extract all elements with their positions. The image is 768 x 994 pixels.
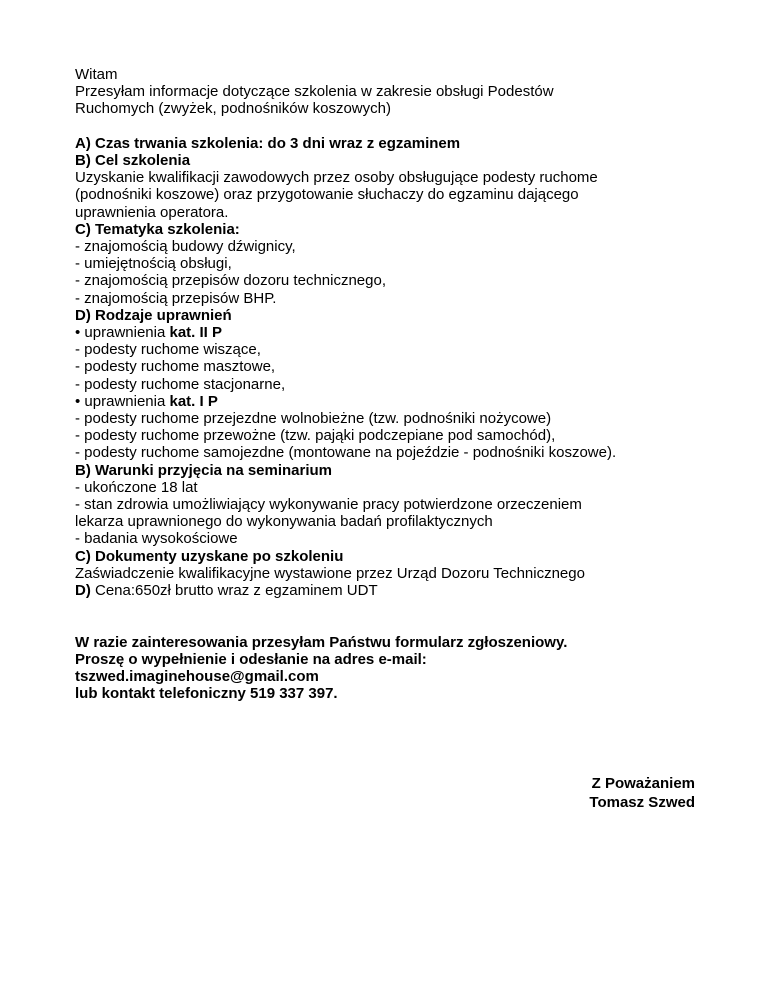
section-b-line: uprawnienia operatora. [75,203,229,221]
documents-heading: C) Dokumenty uzyskane po szkoleniu [75,547,344,565]
admission-item: - stan zdrowia umożliwiający wykonywanie pracy potwierdzone orzeczeniem [75,496,582,514]
category-2-item: - podesty ruchome masztowe, [75,358,276,376]
section-c-item: - znajomością przepisów BHP. [75,289,277,307]
contact-phone: lub kontakt telefoniczny 519 337 397. [75,685,338,703]
contact-line: Proszę o wypełnienie i odesłanie na adres e-mail: [75,650,427,668]
section-b-heading: B) Cel szkolenia [75,152,191,169]
section-d-heading: D) Rodzaje uprawnień [75,306,232,324]
category-1-item: - podesty ruchome samojezdne (montowane na pojeździe - podnośniki koszowe). [75,444,617,462]
section-c-item: - umiejętnością obsługi, [75,255,232,273]
section-c-item: - znajomością przepisów dozoru technicznego, [75,272,386,290]
category-2-label: kat. II P [169,324,223,342]
category-1-item: - podesty ruchome przewożne (tzw. pająki podczepiane pod samochód), [75,427,556,445]
signature-block [589,774,695,812]
category-2-item: - podesty ruchome stacjonarne, [75,375,286,393]
section-c-item: - znajomością budowy dźwignicy, [75,238,296,256]
intro-line: Przesyłam informacje dotyczące szkolenia w zakresie obsługi Podestów [75,83,554,101]
category-1-line [75,393,715,410]
category-2-prefix: • uprawnienia [75,324,170,342]
section-b-line: (podnośniki koszowe) oraz przygotowanie słuchaczy do egzaminu dającego [75,186,579,204]
price-line [75,582,715,599]
admission-item: lekarza uprawnionego do wykonywania badań profilaktycznych [75,513,493,531]
section-a-heading: A) Czas trwania szkolenia: do 3 dni wraz z egzaminem [75,134,461,152]
category-1-prefix: • uprawnienia [75,392,170,410]
price-label: D) [75,582,91,600]
closing-regards: Z Poważaniem [591,775,695,792]
contact-line: W razie zainteresowania przesyłam Państwu formularz zgłoszeniowy. [75,633,568,651]
documents-item: Zaświadczenie kwalifikacyjne wystawione przez Urząd Dozoru Technicznego [75,564,585,582]
admission-item: - badania wysokościowe [75,530,238,548]
admission-heading: B) Warunki przyjęcia na seminarium [75,461,333,479]
intro-line: Ruchomych (zwyżek, podnośników koszowych) [75,100,391,118]
price-text: Cena:650zł brutto wraz z egzaminem UDT [90,582,378,600]
category-2-line [75,324,715,341]
signer-name: Tomasz Szwed [589,794,695,811]
contact-email[interactable]: tszwed.imaginehouse@gmail.com [75,668,319,686]
category-1-label: kat. I P [169,392,218,410]
admission-item: - ukończone 18 lat [75,478,198,496]
category-2-item: - podesty ruchome wiszące, [75,341,261,359]
section-c-heading: C) Tematyka szkolenia: [75,220,240,238]
category-1-item: - podesty ruchome przejezdne wolnobieżne (tzw. podnośniki nożycowe) [75,410,552,428]
greeting: Witam [75,66,118,83]
letter-body [75,66,715,702]
section-b-line: Uzyskanie kwalifikacji zawodowych przez osoby obsługujące podesty ruchome [75,169,598,187]
spacer [75,599,715,633]
spacer [75,118,715,135]
